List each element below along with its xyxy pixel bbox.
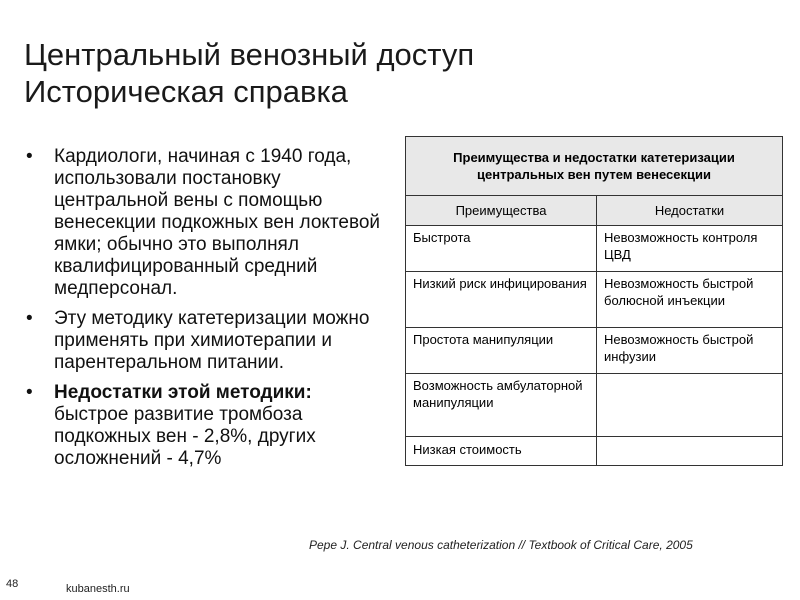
table-caption-row <box>406 137 783 196</box>
title-line-1: Центральный венозный доступ <box>24 37 475 72</box>
bullet-marker: • <box>26 308 33 329</box>
title-line-2: Историческая справка <box>24 74 348 109</box>
bullet-bold-lead: Недостатки этой методики: <box>54 382 312 403</box>
bullet-text: Эту методику катетеризации можно применять при химиотерапии и парентеральном питании. <box>54 308 370 373</box>
bullet-list <box>24 146 384 478</box>
table-caption: Преимущества и недостатки катетеризации центральных вен путем венесекции <box>406 137 783 196</box>
table-row <box>406 437 783 466</box>
page-number: 48 <box>6 578 19 590</box>
slide-title <box>24 36 764 110</box>
table-cell: Низкий риск инфицирования <box>406 272 597 328</box>
table-cell: Простота манипуляции <box>406 328 597 374</box>
bullet-item <box>24 382 384 470</box>
header-disadvantages: Недостатки <box>597 196 783 226</box>
site-name: kubanesth.ru <box>66 583 130 595</box>
bullet-marker: • <box>26 382 33 403</box>
table-row <box>406 328 783 374</box>
table-cell: Невозможность контроля ЦВД <box>597 226 783 272</box>
bullet-item <box>24 146 384 300</box>
table-row <box>406 272 783 328</box>
bullet-text: быстрое развитие тромбоза подкожных вен - 2,8%, других осложнений - 4,7% <box>54 404 316 469</box>
table-cell: Невозможность быстрой болюсной инъекции <box>597 272 783 328</box>
table-cell: Возможность амбулаторной манипуляции <box>406 374 597 437</box>
table-row <box>406 226 783 272</box>
table-cell: Невозможность быстрой инфузии <box>597 328 783 374</box>
table-row <box>406 374 783 437</box>
reference-citation: Pepe J. Central venous catheterization // Textbook of Critical Care, 2005 <box>309 538 693 552</box>
table-header-row <box>406 196 783 226</box>
table-cell: Быстрота <box>406 226 597 272</box>
table-cell: Низкая стоимость <box>406 437 597 466</box>
header-advantages: Преимущества <box>406 196 597 226</box>
bullet-item <box>24 308 384 374</box>
table-cell <box>597 437 783 466</box>
bullet-marker: • <box>26 146 33 167</box>
table-cell <box>597 374 783 437</box>
bullet-text: Кардиологи, начиная с 1940 года, использовали постановку центральной вены с помощью венесекции подкожных вен локтевой ямки; обычно это выполнял квалифицированный средний медперсонал. <box>54 146 381 299</box>
comparison-table <box>405 136 783 466</box>
